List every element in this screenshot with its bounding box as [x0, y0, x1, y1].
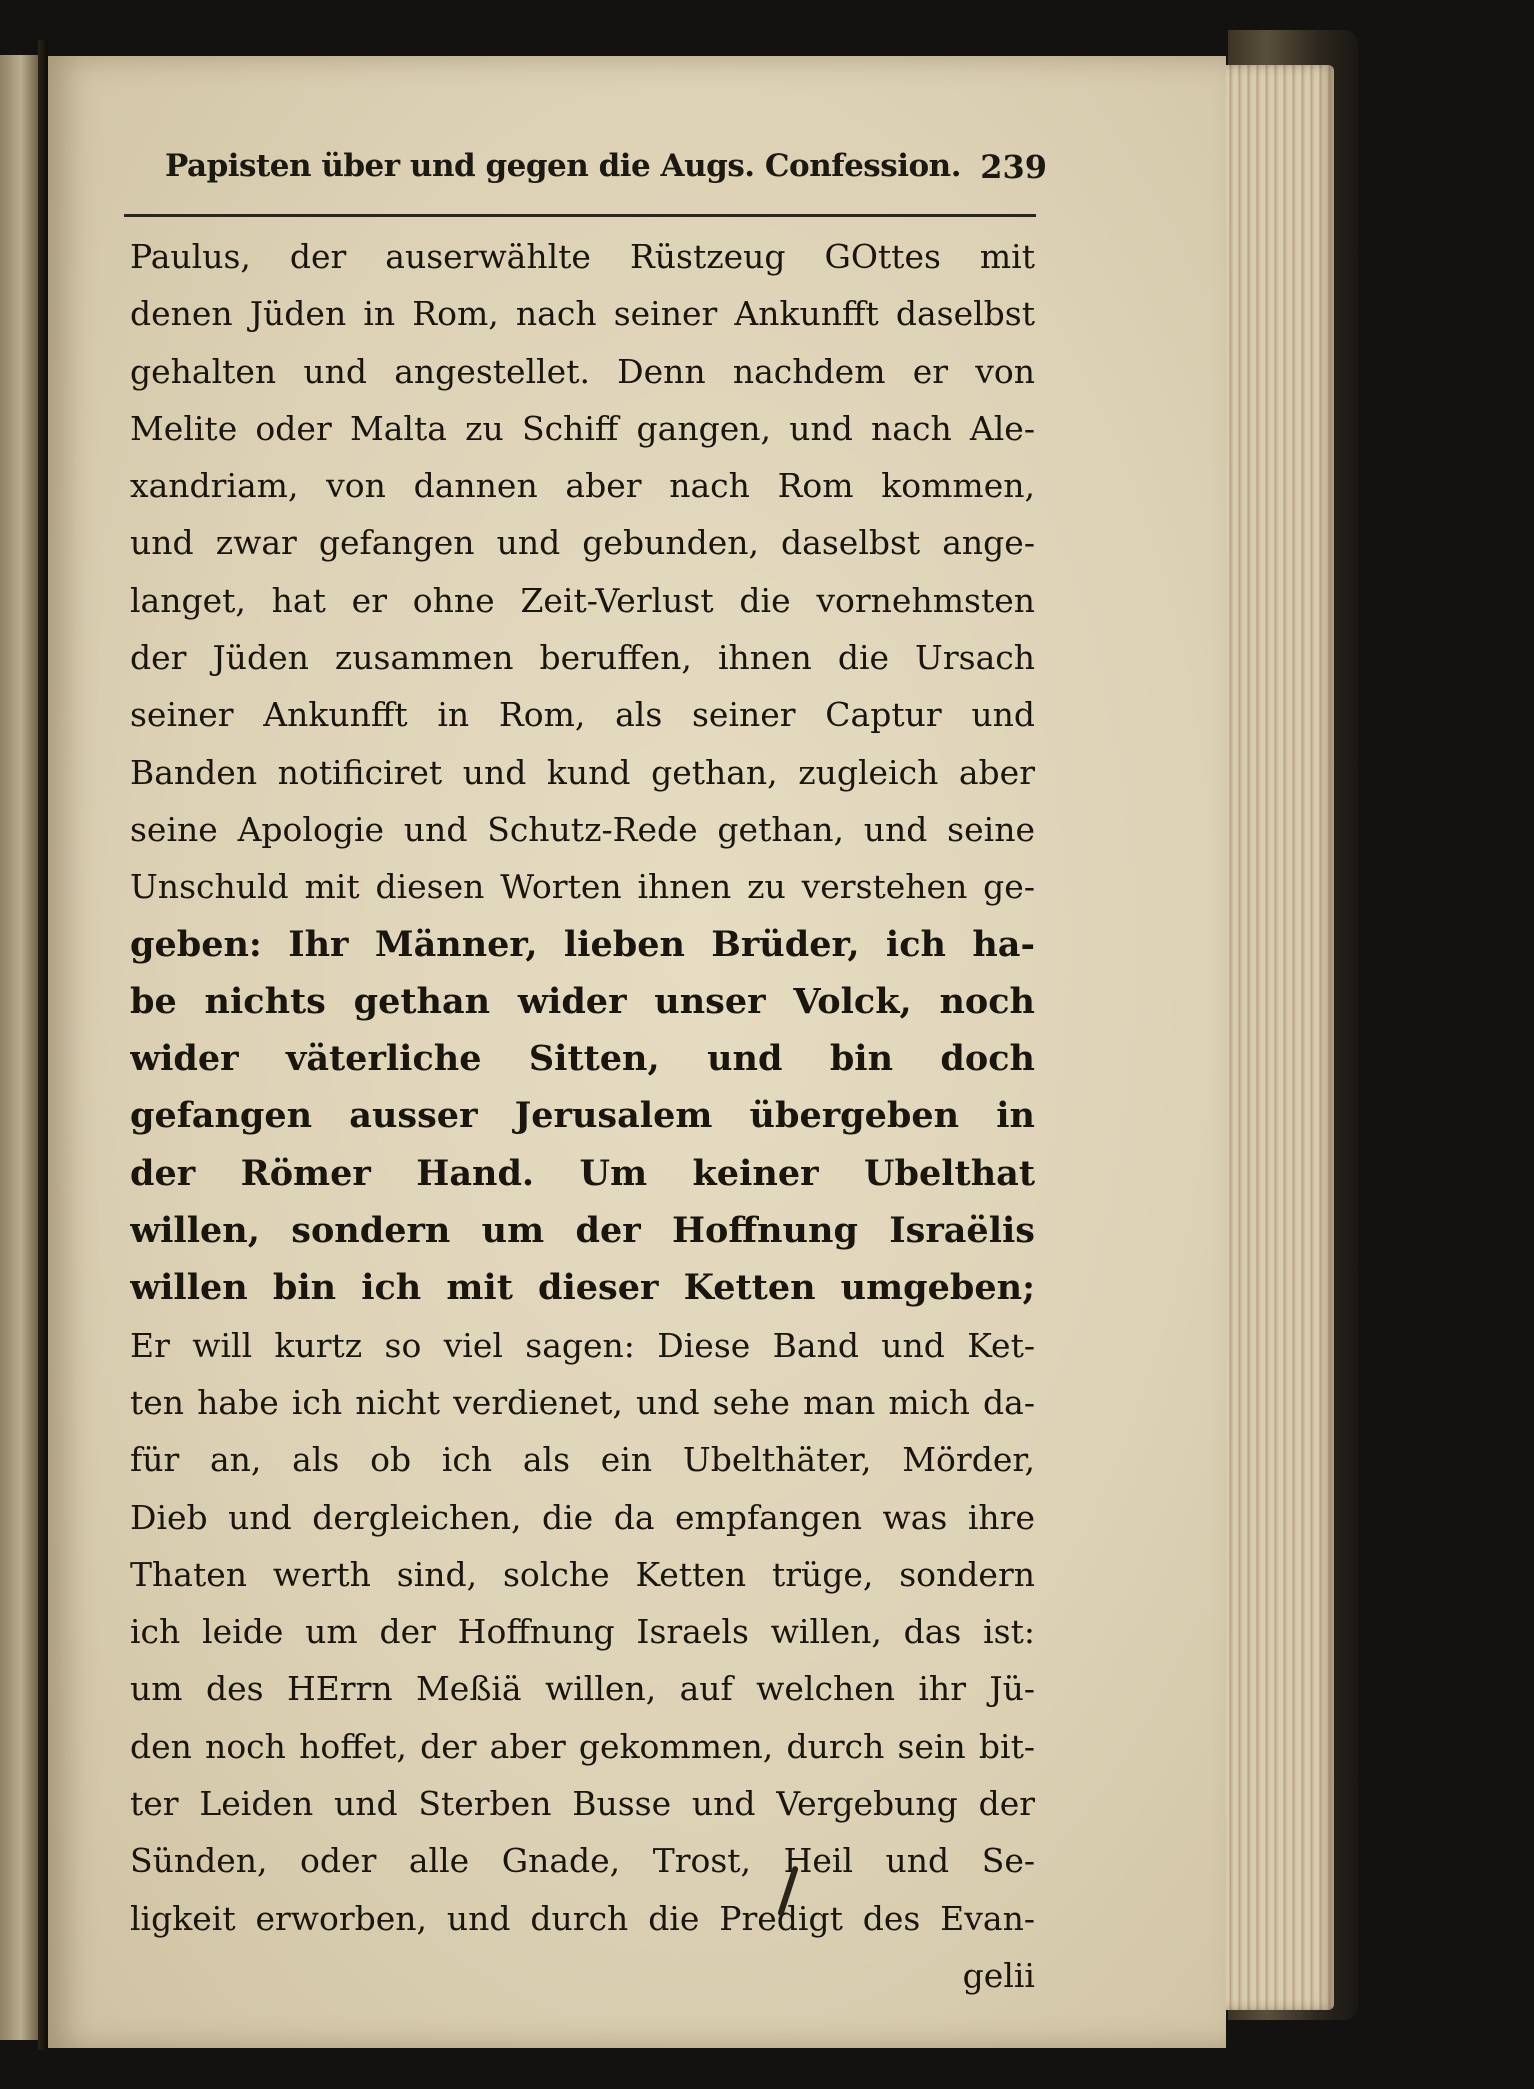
catchword: gelii [962, 1955, 1035, 1995]
running-title: Papisten über und gegen die Augs. Confession. [165, 148, 961, 184]
text-line: der Jüden zusammen beruffen, ihnen die Ursach [130, 638, 1035, 678]
text-line: den noch hoffet, der aber gekommen, durch sein bit- [130, 1726, 1035, 1766]
text-line: um des HErrn Meßiä willen, auf welchen ihr Jü- [130, 1669, 1035, 1709]
page-header [165, 148, 1045, 200]
text-line: Sünden, oder alle Gnade, Trost, Heil und Se- [130, 1841, 1035, 1881]
quote-line: be nichts gethan wider unser Volck, noch [130, 980, 1035, 1022]
text-line: ter Leiden und Sterben Busse und Vergebung der [130, 1784, 1035, 1824]
text-line: seiner Ankunfft in Rom, als seiner Captur und [130, 695, 1035, 735]
quote-line: geben: Ihr Männer, lieben Brüder, ich ha- [130, 923, 1035, 965]
text-line: und zwar gefangen und gebunden, daselbst ange- [130, 523, 1035, 563]
text-line: ich leide um der Hoffnung Israels willen, das ist: [130, 1612, 1035, 1652]
book-gutter [38, 40, 48, 2050]
text-line: denen Jüden in Rom, nach seiner Ankunfft daselbst [130, 294, 1035, 334]
quote-line: wider väterliche Sitten, und bin doch [130, 1038, 1035, 1080]
page-number: 239 [980, 148, 1047, 186]
quote-line: gefangen ausser Jerusalem übergeben in [130, 1095, 1035, 1137]
text-line: Melite oder Malta zu Schiff gangen, und nach Ale- [130, 408, 1035, 448]
text-line: langet, hat er ohne Zeit-Verlust die vornehmsten [130, 580, 1035, 620]
quote-line: der Römer Hand. Um keiner Ubelthat [130, 1152, 1035, 1194]
text-line: ten habe ich nicht verdienet, und sehe man mich da- [130, 1382, 1035, 1422]
text-line: Dieb und dergleichen, die da empfangen was ihre [130, 1497, 1035, 1537]
quote-line: willen bin ich mit dieser Ketten umgeben; [130, 1267, 1035, 1309]
text-line: gehalten und angestellet. Denn nachdem er von [130, 351, 1035, 391]
text-line: Unschuld mit diesen Worten ihnen zu verstehen ge- [130, 867, 1035, 907]
text-line: Paulus, der auserwählte Rüstzeug GOttes mit [130, 237, 1035, 276]
left-page-edge [0, 55, 38, 2040]
text-line: seine Apologie und Schutz-Rede gethan, und seine [130, 809, 1035, 849]
text-line: ligkeit erworben, und durch die Predigt des Evan- [130, 1898, 1035, 1938]
text-line: Er will kurtz so viel sagen: Diese Band und Ket- [130, 1325, 1035, 1365]
body-text [130, 228, 1035, 2004]
header-rule [124, 214, 1036, 217]
text-line: Banden notificiret und kund gethan, zugleich aber [130, 752, 1035, 792]
text-line: Thaten werth sind, solche Ketten trüge, sondern [130, 1554, 1035, 1594]
quote-line: willen, sondern um der Hoffnung Israëlis [130, 1210, 1035, 1252]
text-line: für an, als ob ich als ein Ubelthäter, Mörder, [130, 1440, 1035, 1480]
page-block-edges [1216, 65, 1334, 2010]
text-line: xandriam, von dannen aber nach Rom kommen, [130, 466, 1035, 506]
